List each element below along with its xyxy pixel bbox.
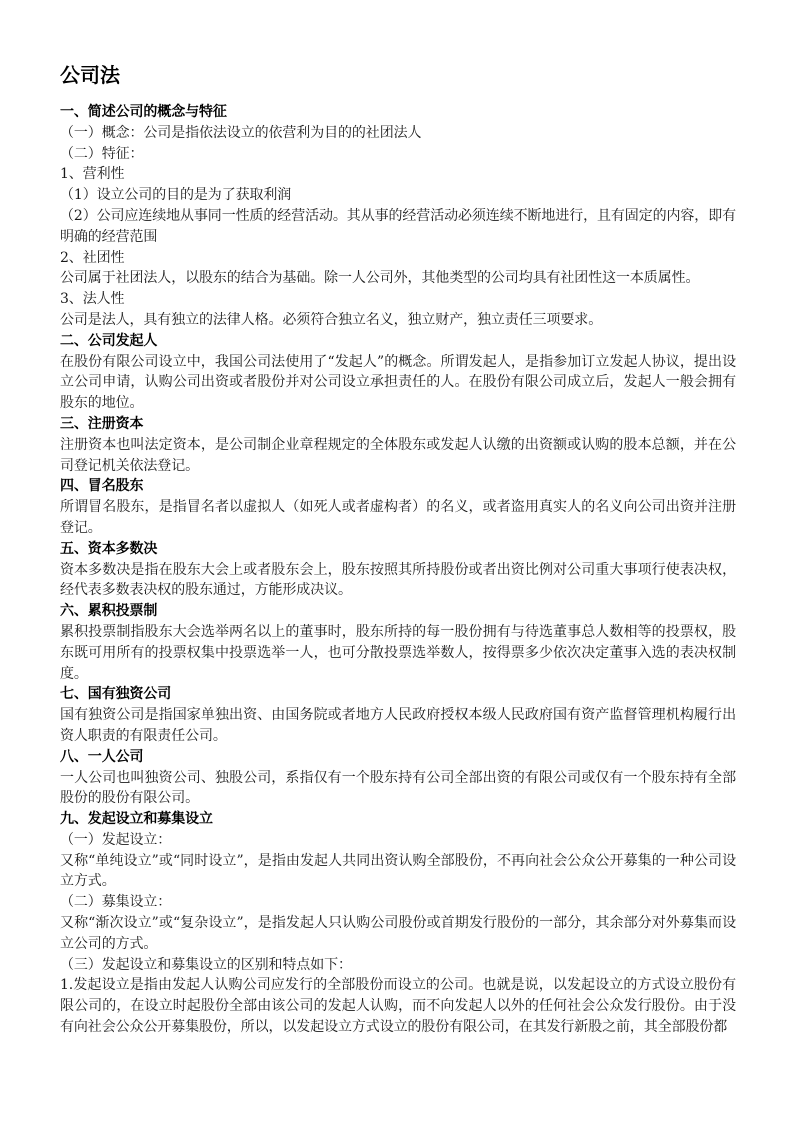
paragraph: 公司是法人，具有独立的法律人格。必须符合独立名义，独立财产，独立责任三项要求。 [60,311,603,328]
paragraph: 又称“渐次设立”或“复杂设立”，是指发起人只认购公司股份或首期发行股份的一部分，其余部分对外募集而设立公司的方式。 [60,915,736,952]
paragraph: （1）设立公司的目的是为了获取利润 [60,187,292,204]
paragraph: 又称“单纯设立”或“同时设立”，是指由发起人共同出资认购全部股份，不再向社会公众公开募集的一种公司设立方式。 [60,852,736,890]
paragraph: 国有独资公司是指国家单独出资、由国务院或者地方人民政府授权本级人民政府国有资产监督管理机构履行出资人职责的有限责任公司。 [60,707,736,744]
section-heading: 九、发起设立和募集设立 [60,811,213,828]
paragraph: 累积投票制指股东大会选举两名以上的董事时，股东所持的每一股份拥有与待选董事总人数相等的投票权，股东既可用所有的投票权集中投票选举一人，也可分散投票选举数人，按得票多少依次决定董事入选的表决权制度。 [60,623,736,682]
paragraph: 资本多数决是指在股东大会上或者股东会上，股东按照其所持股份或者出资比例对公司重大事项行使表决权，经代表多数表决权的股东通过，方能形成决议。 [60,561,736,599]
paragraph: （二）特征： [60,145,144,162]
paragraph: 在股份有限公司设立中，我国公司法使用了“发起人”的概念。所谓发起人，是指参加订立发起人协议，提出设立公司申请，认购公司出资或者股份并对公司设立承担责任的人。在股份有限公司成立后，发起人一般会拥有股东的地位。 [60,353,736,412]
paragraph: （二）募集设立： [60,894,172,911]
document-body [60,102,736,1038]
paragraph: 1、营利性 [60,166,125,183]
section-heading: 八、一人公司 [60,748,144,765]
paragraph: 2、社团性 [60,249,125,266]
paragraph: 3、法人性 [60,291,125,308]
section-heading: 五、资本多数决 [60,540,158,557]
section-heading: 一、简述公司的概念与特征 [60,104,227,120]
paragraph: （三）发起设立和募集设立的区别和特点如下： [60,956,352,973]
paragraph: （2）公司应连续地从事同一性质的经营活动。其从事的经营活动必须连续不断地进行，且有固定的内容，即有明确的经营范围 [60,207,737,245]
paragraph: 一人公司也叫独资公司、独股公司，系指仅有一个股东持有公司全部出资的有限公司或仅有一个股东持有全部股份的股份有限公司。 [60,769,736,807]
paragraph: （一）发起设立： [60,831,172,848]
section-heading: 七、国有独资公司 [60,686,172,703]
document-page [60,60,736,1038]
section-heading: 三、注册资本 [60,415,144,432]
section-heading: 四、冒名股东 [60,478,144,495]
paragraph: （一）概念：公司是指依法设立的依营利为目的的社团法人 [60,124,422,141]
paragraph: 所谓冒名股东，是指冒名者以虚拟人（如死人或者虚构者）的名义，或者盗用真实人的名义向公司出资并注册登记。 [60,499,736,536]
paragraph: 公司属于社团法人，以股东的结合为基础。除一人公司外，其他类型的公司均具有社团性这一本质属性。 [60,270,700,287]
paragraph: 注册资本也叫法定资本，是公司制企业章程规定的全体股东或发起人认缴的出资额或认购的股本总额，并在公司登记机关依法登记。 [60,436,736,474]
paragraph: 1.发起设立是指由发起人认购公司应发行的全部股份而设立的公司。也就是说，以发起设立的方式设立股份有限公司的，在设立时起股份全部由该公司的发起人认购，而不向发起人以外的任何社会公众发行股份。由于没有向社会公众公开募集股份，所以，以发起设立方式设立的股份有限公司，在其发行新股之前，其全部股份都 [60,977,736,1036]
section-heading: 六、累积投票制 [60,603,158,620]
section-heading: 二、公司发起人 [60,332,158,349]
document-title: 公司法 [60,63,120,87]
